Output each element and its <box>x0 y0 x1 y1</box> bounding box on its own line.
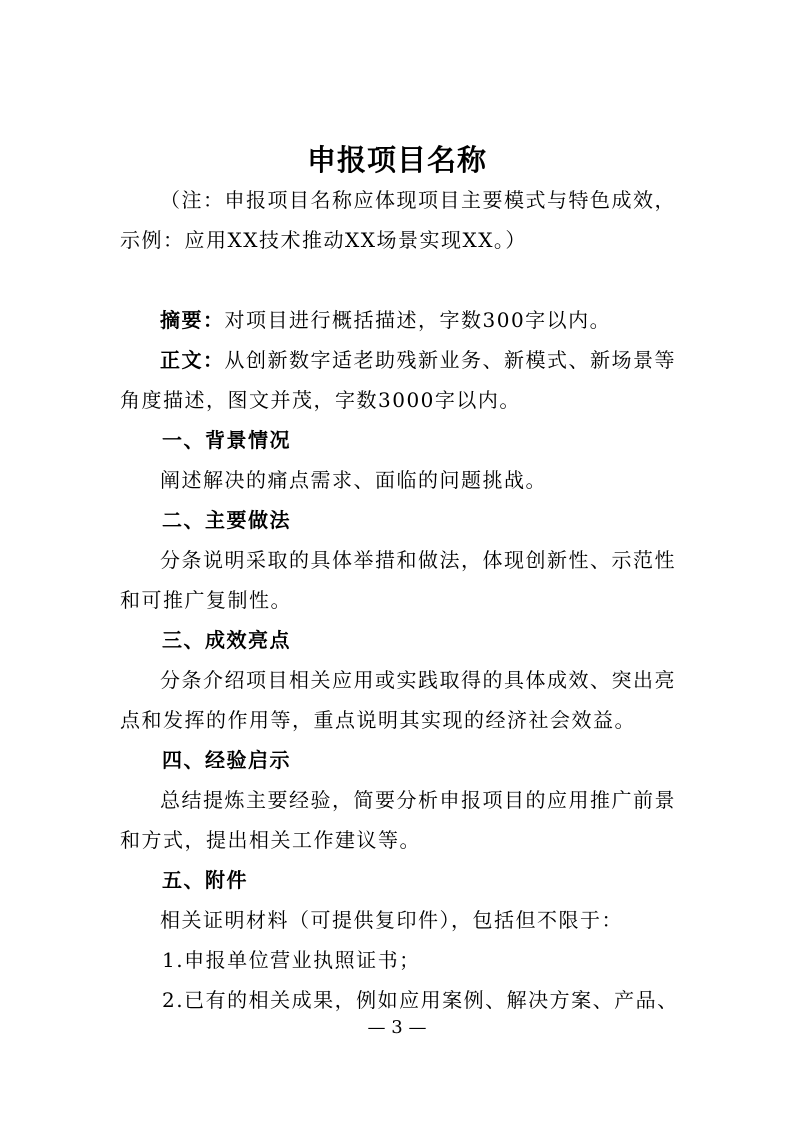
body-intro-label: 正文： <box>160 348 225 372</box>
section-text: 总结提炼主要经验，简要分析申报项目的应用推广前景和方式，提出相关工作建议等。 <box>120 788 676 852</box>
section-heading: 一、背景情况 <box>162 428 291 452</box>
attachment-item: 1.申报单位营业执照证书； <box>162 948 421 972</box>
section-heading: 三、成效亮点 <box>162 628 291 652</box>
section-heading: 二、主要做法 <box>162 508 291 532</box>
abstract-text: 对项目进行概括描述，字数300字以内。 <box>224 308 612 332</box>
section-text: 阐述解决的痛点需求、面临的问题挑战。 <box>160 468 547 492</box>
section-heading: 四、经验启示 <box>162 748 291 772</box>
section-text: 分条说明采取的具体举措和做法，体现创新性、示范性和可推广复制性。 <box>120 548 676 612</box>
attachment-item: 2.已有的相关成果，例如应用案例、解决方案、产品、 <box>162 988 679 1012</box>
body-intro-paragraph <box>120 340 676 420</box>
page-number: — 3 — <box>367 1017 427 1038</box>
section-text: 分条介绍项目相关应用或实践取得的具体成效、突出亮点和发挥的作用等，重点说明其实现的经济社会效益。 <box>120 668 676 732</box>
abstract-paragraph <box>120 300 676 340</box>
body-intro-text: 从创新数字适老助残新业务、新模式、新场景等角度描述，图文并茂，字数3000字以内。 <box>120 348 676 412</box>
abstract-label: 摘要： <box>160 308 225 332</box>
section-text: 相关证明材料（可提供复印件），包括但不限于： <box>160 908 623 932</box>
page-title: 申报项目名称 <box>306 143 487 177</box>
section-heading: 五、附件 <box>162 868 248 892</box>
title-note: （注：申报项目名称应体现项目主要模式与特色成效，示例：应用XX技术推动XX场景实现XX。） <box>120 188 676 252</box>
